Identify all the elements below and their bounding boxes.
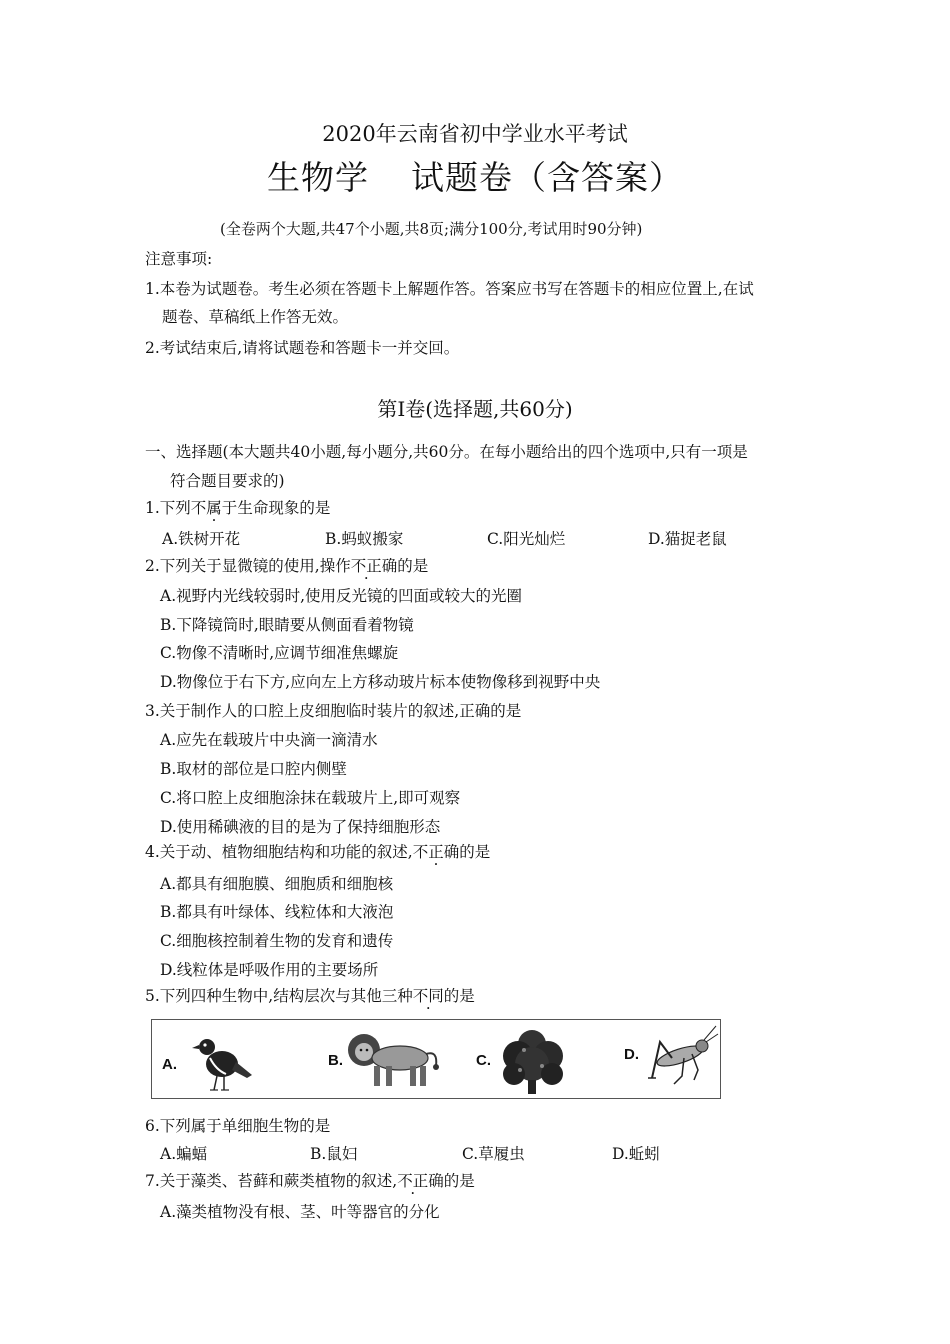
- question-7-stem: 7.关于藻类、苔藓和蕨类植物的叙述,不正确的是: [145, 1172, 475, 1190]
- question-4-option-d: D.线粒体是呼吸作用的主要场所: [160, 961, 379, 979]
- question-4-stem: 4.关于动、植物细胞结构和功能的叙述,不正确的是: [145, 843, 491, 861]
- question-3-stem: 3.关于制作人的口腔上皮细胞临时装片的叙述,正确的是: [145, 702, 522, 720]
- question-1-stem: 1.下列不属于生命现象的是: [145, 499, 331, 517]
- question-4-option-b: B.都具有叶绿体、线粒体和大液泡: [160, 903, 394, 921]
- part-instruction: 一、选择题(本大题共40小题,每小题分,共60分。在每小题给出的四个选项中,只有一项是: [145, 443, 748, 461]
- exam-note: (全卷两个大题,共47个小题,共8页;满分100分,考试用时90分钟): [220, 220, 643, 238]
- question-5-stem: 5.下列四种生物中,结构层次与其他三种不同的是: [145, 987, 475, 1005]
- question-6-option-c: C.草履虫: [462, 1145, 525, 1163]
- section-title: 第Ⅰ卷(选择题,共60分): [377, 397, 573, 421]
- question-1-option-b: B.蚂蚁搬家: [325, 530, 404, 548]
- emphasis-text: 不属于: [190, 499, 238, 517]
- figure-item-lion: [322, 1020, 452, 1098]
- question-2-option-a: A.视野内光线较弱时,使用反光镜的凹面或较大的光圈: [160, 587, 523, 605]
- figure-label-c: C.: [476, 1052, 491, 1069]
- question-6-stem: 6.下列属于单细胞生物的是: [145, 1117, 331, 1135]
- question-4-option-a: A.都具有细胞膜、细胞质和细胞核: [160, 875, 394, 893]
- subject-title: 生物学: [267, 158, 369, 197]
- question-6-option-a: A.蝙蝠: [160, 1145, 208, 1163]
- notice-item-1: 1.本卷为试题卷。考生必须在答题卡上解题作答。答案应书写在答题卡的相应位置上,在试: [145, 280, 754, 298]
- notice-item-1-cont: 题卷、草稿纸上作答无效。: [162, 308, 349, 326]
- question-5-figure: [151, 1019, 721, 1099]
- figure-item-grasshopper: [612, 1020, 720, 1098]
- question-4-option-c: C.细胞核控制着生物的发育和遗传: [160, 932, 394, 950]
- question-3-option-d: D.使用稀碘液的目的是为了保持细胞形态: [160, 818, 441, 836]
- figure-item-bird: [152, 1020, 292, 1098]
- question-3-option-a: A.应先在载玻片中央滴一滴清水: [160, 731, 378, 749]
- question-1-option-a: A.铁树开花: [162, 530, 241, 548]
- question-3-option-c: C.将口腔上皮细胞涂抹在载玻片上,即可观察: [160, 789, 461, 807]
- question-2-option-c: C.物像不清晰时,应调节细准焦螺旋: [160, 644, 399, 662]
- question-6-option-d: D.蚯蚓: [612, 1145, 660, 1163]
- emphasis-text: 不正确: [412, 843, 460, 861]
- part-instruction-cont: 符合题目要求的): [170, 472, 285, 490]
- question-1-option-d: D.猫捉老鼠: [648, 530, 727, 548]
- question-7-option-a: A.藻类植物没有根、茎、叶等器官的分化: [160, 1203, 440, 1221]
- emphasis-text: 不正: [397, 1172, 429, 1190]
- question-3-option-b: B.取材的部位是口腔内侧壁: [160, 760, 347, 778]
- paper-title: 试题卷（含答案）: [411, 158, 683, 197]
- question-2-option-d: D.物像位于右下方,应向左上方移动玻片标本使物像移到视野中央: [160, 673, 601, 691]
- notice-item-2: 2.考试结束后,请将试题卷和答题卡一并交回。: [145, 339, 460, 357]
- question-6-option-b: B.鼠妇: [310, 1145, 358, 1163]
- exam-title-line2: [0, 152, 950, 199]
- question-2-stem: 2.下列关于显微镜的使用,操作不正确的是: [145, 557, 429, 575]
- figure-label-b: B.: [328, 1052, 343, 1069]
- notice-heading: 注意事项:: [145, 250, 213, 268]
- emphasis-text: 不同: [412, 987, 444, 1005]
- exam-title-line1: 2020年云南省初中学业水平考试: [322, 122, 628, 146]
- question-1-option-c: C.阳光灿烂: [487, 530, 566, 548]
- question-2-option-b: B.下降镜筒时,眼睛要从侧面看着物镜: [160, 616, 414, 634]
- figure-label-d: D.: [624, 1046, 639, 1063]
- emphasis-text: 不正: [350, 557, 382, 575]
- figure-item-tree: [462, 1020, 592, 1098]
- figure-label-a: A.: [162, 1056, 177, 1073]
